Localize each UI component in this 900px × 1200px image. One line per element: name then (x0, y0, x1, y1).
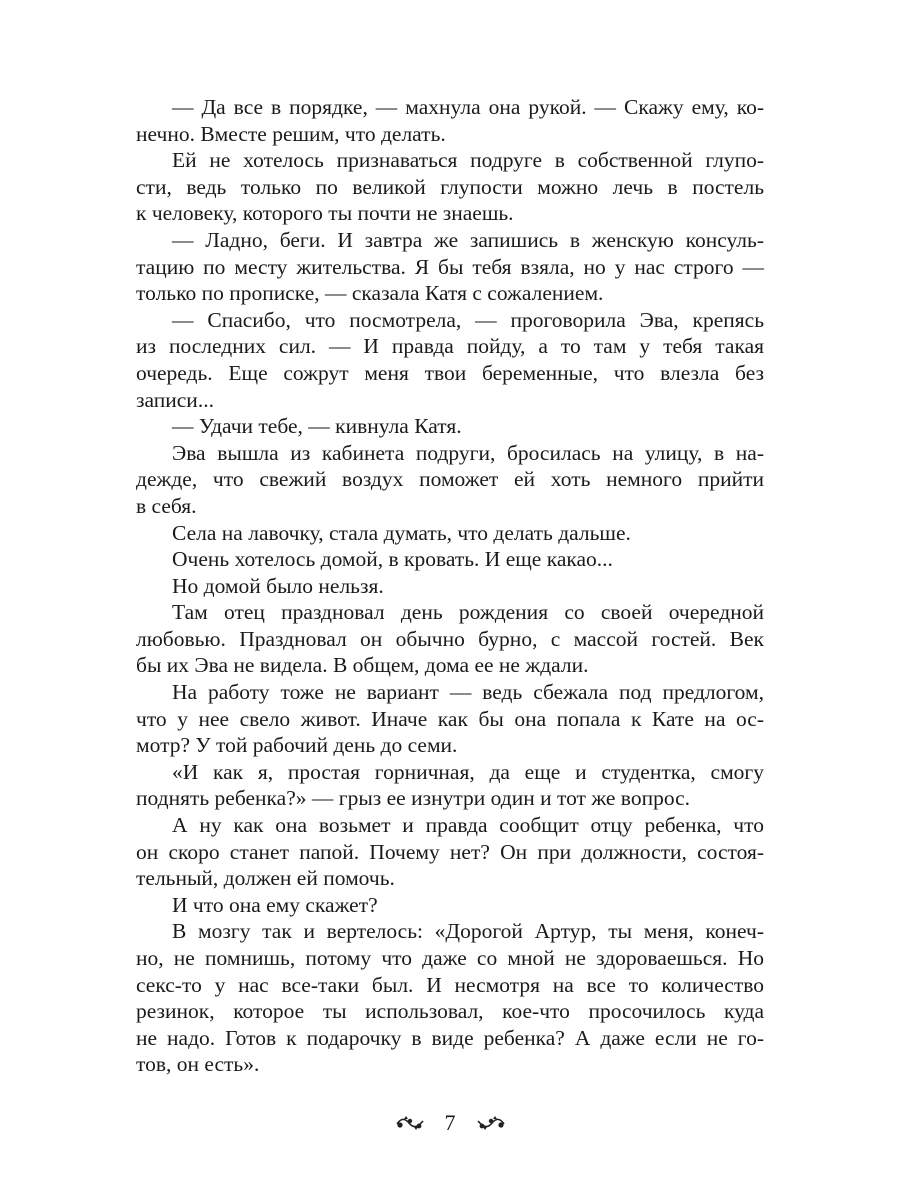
text-line: записи... (136, 387, 214, 412)
text-line: что у нее свело живот. Иначе как бы она попала к Кате на ос- (136, 706, 764, 731)
text-line: Там отец праздновал день рождения со своей очередной (172, 600, 764, 625)
text-line: дежде, что свежий воздух поможет ей хоть немного прийти (136, 467, 764, 492)
text-line: резинок, которое ты использовал, кое-что просочилось куда (136, 999, 764, 1024)
text-line: В мозгу так и вертелось: «Дорогой Артур, ты меня, конеч- (172, 919, 764, 944)
text-line: бы их Эва не видела. В общем, дома ее не ждали. (136, 653, 589, 678)
text-line: сти, ведь только по великой глупости можно лечь в постель (136, 174, 764, 199)
text-line: Села на лавочку, стала думать, что делать дальше. (172, 520, 631, 545)
text-line: «И как я, простая горничная, да еще и студентка, смогу (172, 759, 764, 784)
text-line: только по прописке, — сказала Катя с сожалением. (136, 281, 604, 306)
text-line: мотр? У той рабочий день до семи. (136, 733, 458, 758)
text-line: А ну как она возьмет и правда сообщит отцу ребенка, что (172, 813, 764, 838)
text-line: из последних сил. — И правда пойду, а то там у тебя такая (136, 334, 764, 359)
text-line: нечно. Вместе решим, что делать. (136, 121, 446, 146)
text-line: он скоро станет папой. Почему нет? Он при должности, состоя- (136, 839, 764, 864)
text-line: поднять ребенка?» — грыз ее изнутри один и тот же вопрос. (136, 786, 691, 811)
page-number: 7 (444, 1110, 456, 1135)
text-line: — Ладно, беги. И завтра же запишись в женскую консуль- (172, 227, 764, 252)
text-line: — Спасибо, что посмотрела, — проговорила Эва, крепясь (172, 307, 764, 332)
text-line: секс-то у нас все-таки был. И несмотря на все то количество (136, 972, 764, 997)
text-line: Очень хотелось домой, в кровать. И еще какао... (172, 547, 613, 572)
text-line: Эва вышла из кабинета подруги, бросилась на улицу, в на- (172, 440, 764, 465)
text-line: не надо. Готов к подарочку в виде ребенка? А даже если не го- (136, 1025, 764, 1050)
text-line: Ей не хотелось признаваться подруге в собственной глупо- (172, 148, 764, 173)
text-line: На работу тоже не вариант — ведь сбежала под предлогом, (172, 680, 764, 705)
text-line: И что она ему скажет? (172, 892, 378, 917)
text-line: очередь. Еще сожрут меня твои беременные, что влезла без (136, 360, 764, 385)
text-line: в себя. (136, 493, 197, 518)
text-line: тов, он есть». (136, 1052, 260, 1077)
text-line: к человеку, которого ты почти не знаешь. (136, 201, 514, 226)
text-line: любовью. Праздновал он обычно бурно, с массой гостей. Век (136, 626, 764, 651)
text-line: но, не помнишь, потому что даже со мной не здороваешься. Но (136, 946, 764, 970)
page-footer (0, 1108, 900, 1138)
floral-ornament-left-icon (395, 1115, 425, 1131)
floral-ornament-right-icon (476, 1115, 506, 1131)
text-line: — Удачи тебе, — кивнула Катя. (172, 414, 462, 439)
text-line: тельный, должен ей помочь. (136, 866, 395, 891)
text-line: тацию по месту жительства. Я бы тебя взяла, но у нас строго — (136, 254, 764, 279)
text-line: — Да все в порядке, — махнула она рукой. — Скажу ему, ко- (172, 95, 764, 119)
body-text (136, 94, 764, 1078)
text-line: Но домой было нельзя. (172, 573, 384, 598)
